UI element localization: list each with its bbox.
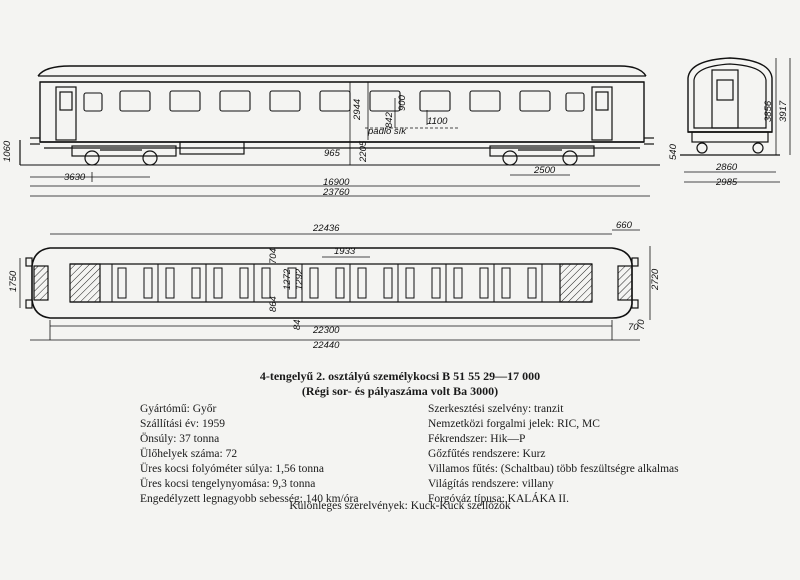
- compartments: [112, 264, 542, 302]
- dim-window-sill: 842: [384, 112, 395, 128]
- bogie-left: [72, 146, 176, 165]
- spec-lighting: Világítás rendszere: villany: [428, 478, 554, 490]
- gangway-left: [34, 266, 48, 300]
- spec-max-speed: Engedélyzett legnagyobb sebesség: 140 km/óra: [140, 493, 359, 505]
- dim-window-height: 900: [397, 95, 408, 111]
- side-door-right: [592, 87, 612, 140]
- specs-left: [140, 402, 358, 507]
- spec-international-marks: Nemzetközi forgalmi jelek: RIC, MC: [428, 418, 600, 430]
- dim-plan-width: 2720: [650, 268, 661, 290]
- dim-gangway: 1750: [8, 270, 19, 292]
- dim-floor-to-sill: 1100: [427, 116, 448, 127]
- spec-delivery-year: Szállítási év: 1959: [140, 418, 225, 430]
- dim-seat-1292: 1292: [294, 268, 305, 290]
- dim-corridor-704: 704: [268, 248, 279, 264]
- dim-overall-length: 22440: [313, 340, 340, 351]
- dim-compartment-length: 1933: [334, 246, 356, 257]
- dim-end-inner-height: 3856: [763, 100, 774, 122]
- dim-bogie-centres: 16900: [323, 177, 350, 188]
- dim-plan-body-length: 22436: [313, 223, 340, 234]
- spec-brake-system: Fékrendszer: Hik—P: [428, 433, 526, 445]
- dim-plan-buffer: 660: [616, 220, 632, 231]
- spec-bogie-type: Forgóváz típusa: KALÁKA II.: [428, 493, 569, 505]
- dim-end-total-height: 3917: [778, 100, 789, 122]
- dim-body-length: 23760: [323, 187, 350, 198]
- spec-loading-gauge: Szerkesztési szelvény: tranzit: [428, 403, 564, 415]
- spec-steam-heating: Gőzfűtés rendszere: Kurz: [428, 448, 546, 460]
- caption-subtitle: (Régi sor- és pályaszáma volt Ba 3000): [301, 384, 499, 398]
- spec-electric-heating: Villamos fűtés: (Schaltbau) több feszültségre alkalmas: [428, 463, 679, 475]
- bogie-right: [490, 146, 594, 165]
- specs-right: [428, 402, 679, 507]
- spec-seats: Ülőhelyek száma: 72: [140, 448, 238, 460]
- caption-title: 4-tengelyű 2. osztályú személykocsi B 51 55 29—17 000: [259, 369, 541, 383]
- dim-end-total-width: 2985: [716, 177, 738, 188]
- spec-tare-weight: Önsúly: 37 tonna: [140, 433, 220, 445]
- dim-floor-height: 1060: [2, 140, 13, 162]
- gangway-right: [618, 266, 632, 300]
- vestibule-left: [70, 264, 100, 302]
- end-view-labels: [668, 100, 789, 188]
- dim-seat-1272: 1272: [282, 268, 293, 290]
- dim-offset-84: 84: [292, 319, 303, 330]
- dim-end-inner-width: 2860: [716, 162, 738, 173]
- dim-bogie-offset: 3630: [64, 172, 86, 183]
- special-equipment: Különleges szerelvények: Kuck-Kuck szellőzők: [289, 500, 511, 512]
- dim-body-height: 2944: [352, 98, 363, 120]
- dim-end-70b: 70: [636, 319, 647, 330]
- dim-end-70a: 70: [628, 322, 639, 333]
- dim-wheelbase: 2500: [534, 165, 556, 176]
- side-windows: [84, 91, 584, 111]
- vestibule-right: [560, 264, 592, 302]
- dim-roof-height: 2205: [358, 140, 369, 162]
- dim-bogie-height: 965: [324, 148, 340, 159]
- dim-seat-864: 864: [268, 296, 279, 312]
- dim-rail-height: 540: [668, 144, 679, 160]
- side-door-left: [56, 87, 76, 140]
- spec-manufacturer: Gyártómű: Győr: [140, 403, 217, 415]
- side-view-roof: [38, 66, 646, 76]
- floor-plane-label: padló sík: [368, 126, 407, 137]
- spec-axle-load: Üres kocsi tengelynyomása: 9,3 tonna: [140, 478, 316, 490]
- dim-frame-length: 22300: [313, 325, 340, 336]
- spec-weight-per-metre: Üres kocsi folyóméter súlya: 1,56 tonna: [140, 463, 324, 475]
